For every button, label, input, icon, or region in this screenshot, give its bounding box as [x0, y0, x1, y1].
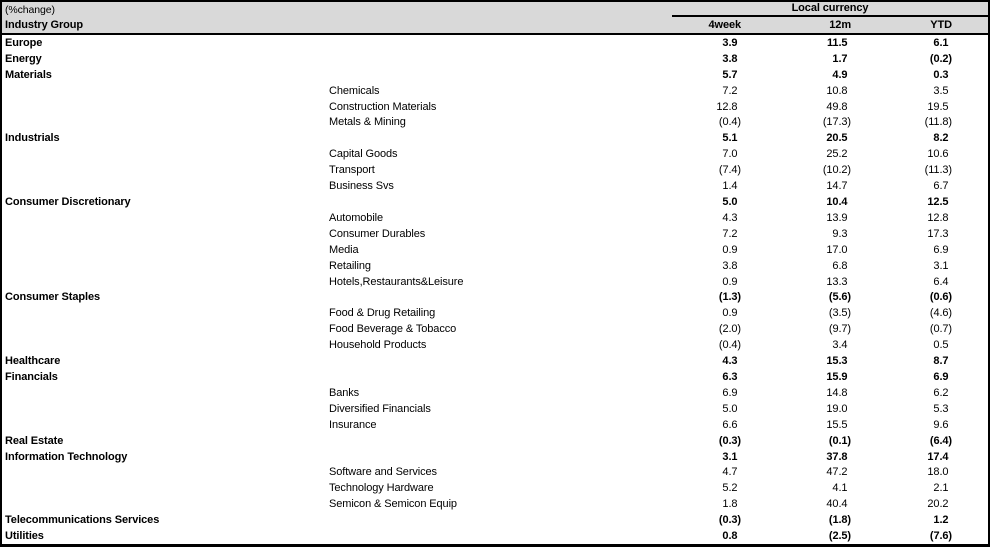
cell-4week: 0.9: [722, 275, 738, 288]
cell-ytd: 6.7: [933, 180, 949, 193]
table-row: [2, 51, 988, 67]
table-row: [2, 226, 988, 242]
sub-label: Hotels,Restaurants&Leisure: [329, 275, 464, 288]
table-row: [2, 115, 988, 131]
local-currency-header: Local currency: [672, 2, 988, 17]
cell-4week: 1.8: [722, 498, 738, 511]
sub-label: Media: [329, 243, 359, 256]
cell-ytd: 9.6: [933, 418, 949, 431]
cell-ytd: 8.7: [933, 355, 949, 368]
cell-4week: 7.2: [722, 84, 738, 97]
cell-ytd: (7.6): [929, 530, 952, 543]
cell-12m: 4.1: [832, 482, 848, 495]
cell-4week: (1.3): [718, 291, 741, 304]
cell-12m: 20.5: [826, 132, 848, 145]
group-label: Consumer Staples: [5, 291, 100, 304]
cell-ytd: 3.1: [933, 259, 949, 272]
table-row: [2, 305, 988, 321]
table-row: [2, 274, 988, 290]
cell-ytd: 1.2: [933, 514, 949, 527]
column-header-4week: 4week: [708, 19, 741, 31]
cell-12m: 14.8: [826, 386, 848, 399]
group-label: Energy: [5, 52, 42, 65]
table-row: [2, 210, 988, 226]
table-row: [2, 290, 988, 306]
cell-12m: (9.7): [828, 323, 851, 336]
cell-12m: 19.0: [826, 402, 848, 415]
cell-4week: 0.9: [722, 243, 738, 256]
sub-label: Semicon & Semicon Equip: [329, 498, 457, 511]
sub-label: Business Svs: [329, 180, 394, 193]
cell-12m: 15.9: [826, 370, 848, 383]
table-body: [2, 35, 988, 544]
table-header: [2, 2, 988, 33]
cell-4week: (2.0): [718, 323, 741, 336]
cell-4week: 6.9: [722, 386, 738, 399]
cell-4week: 6.3: [722, 370, 738, 383]
cell-12m: (10.2): [822, 164, 851, 177]
table-row: [2, 67, 988, 83]
table-row: [2, 385, 988, 401]
column-header-12m: 12m: [829, 19, 851, 31]
group-label: Financials: [5, 370, 58, 383]
cell-4week: 4.7: [722, 466, 738, 479]
cell-4week: 3.8: [722, 52, 738, 65]
cell-ytd: 6.2: [933, 386, 949, 399]
cell-4week: 5.7: [722, 68, 738, 81]
table-row: [2, 369, 988, 385]
cell-ytd: 5.3: [933, 402, 949, 415]
cell-ytd: 2.1: [933, 482, 949, 495]
cell-ytd: 12.5: [927, 196, 949, 209]
group-label: Materials: [5, 68, 52, 81]
cell-ytd: 0.3: [933, 68, 949, 81]
cell-12m: (0.1): [828, 434, 851, 447]
sub-label: Food Beverage & Tobacco: [329, 323, 457, 336]
cell-4week: 12.8: [716, 100, 738, 113]
cell-12m: 11.5: [827, 36, 848, 49]
group-label: Utilities: [5, 530, 44, 543]
cell-4week: (0.4): [718, 116, 741, 129]
table-row: [2, 83, 988, 99]
table-row: [2, 178, 988, 194]
cell-ytd: 6.9: [933, 243, 949, 256]
percent-change-label: (%change): [5, 3, 55, 16]
cell-12m: (2.5): [828, 530, 851, 543]
cell-12m: 47.2: [826, 466, 848, 479]
cell-4week: 3.8: [722, 259, 738, 272]
cell-12m: 17.0: [826, 243, 848, 256]
cell-ytd: 10.6: [927, 148, 949, 161]
sub-label: Automobile: [329, 211, 384, 224]
sub-label: Food & Drug Retailing: [329, 307, 436, 320]
cell-ytd: 18.0: [927, 466, 949, 479]
cell-4week: (7.4): [718, 164, 741, 177]
cell-12m: 49.8: [826, 100, 848, 113]
table-row: [2, 162, 988, 178]
cell-4week: 5.0: [722, 196, 738, 209]
sub-label: Banks: [329, 386, 360, 399]
group-label: Telecommunications Services: [5, 514, 160, 527]
cell-ytd: 17.4: [927, 450, 949, 463]
cell-4week: 4.3: [722, 355, 738, 368]
industry-group-header: Industry Group: [5, 19, 84, 31]
table-row: [2, 35, 988, 51]
cell-ytd: (0.2): [929, 52, 952, 65]
table-row: [2, 130, 988, 146]
table-row: [2, 353, 988, 369]
sub-label: Consumer Durables: [329, 227, 426, 240]
sub-label: Household Products: [329, 339, 427, 352]
cell-ytd: (11.3): [924, 164, 952, 177]
cell-12m: 37.8: [826, 450, 848, 463]
cell-ytd: 20.2: [927, 498, 949, 511]
cell-ytd: 17.3: [927, 227, 949, 240]
cell-12m: (1.8): [828, 514, 851, 527]
sub-label: Insurance: [329, 418, 377, 431]
cell-4week: 5.1: [722, 132, 738, 145]
column-header-ytd: YTD: [930, 19, 952, 31]
table-row: [2, 146, 988, 162]
cell-4week: 6.6: [722, 418, 738, 431]
cell-ytd: (0.7): [929, 323, 952, 336]
sub-label: Technology Hardware: [329, 482, 434, 495]
table-row: [2, 258, 988, 274]
cell-12m: 6.8: [832, 259, 848, 272]
group-label: Healthcare: [5, 355, 61, 368]
cell-12m: (5.6): [828, 291, 851, 304]
cell-4week: 4.3: [722, 211, 738, 224]
table-row: [2, 433, 988, 449]
cell-ytd: 12.8: [927, 211, 949, 224]
cell-4week: 0.8: [722, 530, 738, 543]
cell-4week: 0.9: [722, 307, 738, 320]
cell-12m: 15.5: [826, 418, 848, 431]
cell-4week: 3.1: [722, 450, 738, 463]
cell-ytd: (6.4): [929, 434, 952, 447]
table-row: [2, 337, 988, 353]
table-row: [2, 417, 988, 433]
cell-12m: 3.4: [832, 339, 848, 352]
cell-ytd: 6.4: [933, 275, 949, 288]
cell-4week: 1.4: [722, 180, 738, 193]
cell-ytd: (4.6): [929, 307, 952, 320]
sub-label: Capital Goods: [329, 148, 398, 161]
group-label: Information Technology: [5, 450, 128, 463]
group-label: Consumer Discretionary: [5, 196, 131, 209]
cell-12m: 10.4: [826, 196, 848, 209]
cell-4week: (0.3): [718, 514, 741, 527]
cell-12m: 9.3: [832, 227, 848, 240]
header-row-top: [2, 2, 988, 17]
cell-ytd: 8.2: [933, 132, 949, 145]
cell-12m: (3.5): [828, 307, 851, 320]
group-label: Real Estate: [5, 434, 64, 447]
table-row: [2, 401, 988, 417]
cell-ytd: 19.5: [927, 100, 949, 113]
sub-label: Construction Materials: [329, 100, 437, 113]
cell-12m: 14.7: [826, 180, 848, 193]
table-row: [2, 449, 988, 465]
cell-ytd: (11.8): [924, 116, 952, 129]
table-row: [2, 480, 988, 496]
cell-4week: 5.0: [722, 402, 738, 415]
group-label: Europe: [5, 36, 43, 49]
cell-ytd: (0.6): [929, 291, 952, 304]
table-row: [2, 496, 988, 512]
cell-4week: (0.3): [718, 434, 741, 447]
sub-label: Retailing: [329, 259, 371, 272]
table-row: [2, 99, 988, 115]
cell-4week: 3.9: [722, 36, 738, 49]
cell-12m: 10.8: [826, 84, 848, 97]
sub-label: Chemicals: [329, 84, 380, 97]
cell-12m: 13.3: [826, 275, 848, 288]
cell-ytd: 6.1: [933, 36, 949, 49]
cell-12m: 1.7: [832, 52, 848, 65]
sub-label: Transport: [329, 164, 375, 177]
cell-12m: 13.9: [826, 211, 848, 224]
table-row: [2, 528, 988, 544]
cell-4week: 5.2: [722, 482, 738, 495]
cell-ytd: 0.5: [933, 339, 949, 352]
cell-4week: (0.4): [718, 339, 741, 352]
cell-4week: 7.0: [722, 148, 738, 161]
table-row: [2, 242, 988, 258]
table-row: [2, 194, 988, 210]
cell-ytd: 6.9: [933, 370, 949, 383]
cell-12m: 15.3: [826, 355, 848, 368]
sub-label: Diversified Financials: [329, 402, 431, 415]
cell-12m: 25.2: [826, 148, 848, 161]
header-row-columns: [2, 17, 988, 33]
cell-4week: 7.2: [722, 227, 738, 240]
cell-12m: 4.9: [832, 68, 848, 81]
sub-label: Metals & Mining: [329, 116, 406, 129]
table-row: [2, 464, 988, 480]
table-row: [2, 321, 988, 337]
cell-12m: 40.4: [826, 498, 848, 511]
table-row: [2, 512, 988, 528]
group-label: Industrials: [5, 132, 60, 145]
sub-label: Software and Services: [329, 466, 437, 479]
cell-ytd: 3.5: [933, 84, 949, 97]
cell-12m: (17.3): [822, 116, 851, 129]
